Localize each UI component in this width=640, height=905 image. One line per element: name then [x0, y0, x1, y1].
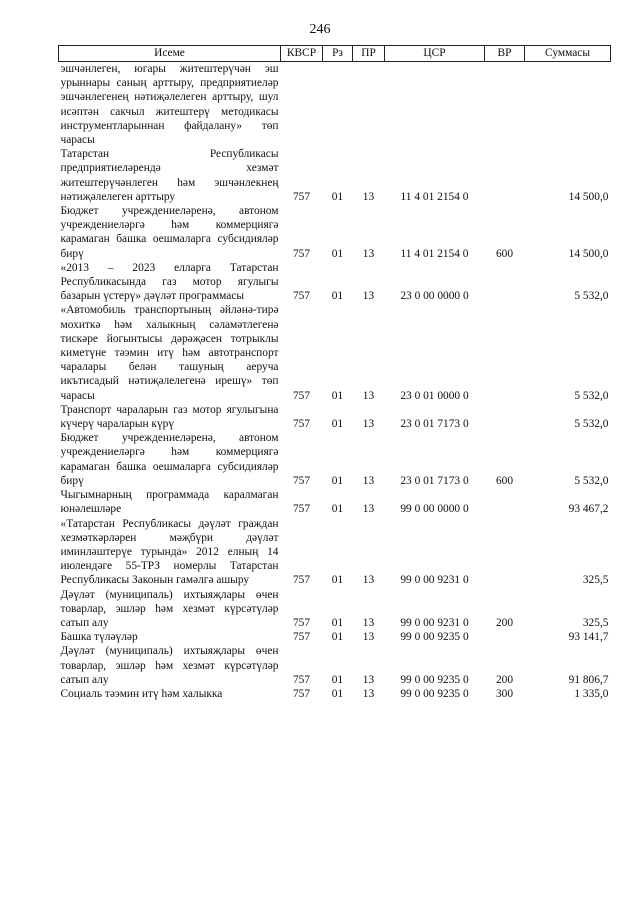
cell-rz: 01 — [331, 673, 344, 686]
cell-csr: 23 0 01 7173 0 — [400, 474, 469, 487]
table-row — [59, 147, 611, 204]
cell-csr: 11 4 01 2154 0 — [400, 190, 469, 203]
cell-sum: 91 806,7 — [568, 673, 609, 686]
cell-kvsr: 757 — [292, 687, 311, 700]
page-number: 246 — [309, 22, 331, 37]
cell-pr — [353, 62, 385, 148]
column-header-csr: ЦСР — [385, 46, 485, 62]
cell-name: «Автомобиль транспортының әйләнә-тирә мохиткә һәм халыкның сәламәтлегенә тискәре йогынтысы дәрәҗәсен тотрыклы киметүне тәэмин итү һәм автотранспорт чаралары белән ташуның аеруча икътисадый нәтиҗәлелегенә ирешү» төп чарасы — [60, 304, 279, 402]
cell-kvsr: 757 — [292, 290, 311, 303]
cell-rz: 01 — [331, 418, 344, 431]
cell-csr: 99 0 00 9231 0 — [400, 574, 469, 587]
table-row — [59, 204, 611, 261]
cell-sum: 5 532,0 — [574, 389, 609, 402]
table-row — [59, 630, 611, 644]
budget-table — [58, 45, 611, 701]
cell-vr — [485, 261, 525, 304]
cell-sum: 5 532,0 — [574, 474, 609, 487]
cell-rz: 01 — [331, 474, 344, 487]
cell-vr: 200 — [495, 673, 514, 686]
cell-kvsr: 757 — [292, 389, 311, 402]
cell-kvsr — [281, 62, 323, 148]
cell-rz: 01 — [331, 574, 344, 587]
cell-vr: 200 — [495, 616, 514, 629]
cell-name: Транспорт чараларын газ мотор ягулыгына күчерү чараларын күрү — [60, 403, 279, 431]
table-row — [59, 431, 611, 488]
cell-name: эшчәнлеген, югары житештерүчән эш урыннары саның арттыру, предприятиеләр эшчәнлегенең нәтиҗәлелеген арттыру, шул исәптән сакчыл житештерү методикасы инструментларыннан файдалану» төп чарасы — [60, 63, 279, 147]
cell-rz: 01 — [331, 247, 344, 260]
cell-name: Дәүләт (муниципаль) ихтыяҗлары өчен товарлар, эшләр һәм хезмәт күрсәтүләр сатып алу — [60, 588, 279, 629]
cell-kvsr: 757 — [292, 190, 311, 203]
cell-csr: 99 0 00 9235 0 — [400, 631, 469, 644]
cell-kvsr: 757 — [292, 474, 311, 487]
cell-pr: 13 — [362, 190, 375, 203]
cell-csr: 99 0 00 9235 0 — [400, 687, 469, 700]
cell-vr — [485, 62, 525, 148]
table-row — [59, 687, 611, 701]
column-header-pr: ПР — [353, 46, 385, 62]
cell-sum: 325,5 — [582, 574, 609, 587]
cell-sum: 14 500,0 — [568, 247, 609, 260]
cell-sum: 5 532,0 — [574, 290, 609, 303]
table-row — [59, 403, 611, 431]
cell-rz: 01 — [331, 503, 344, 516]
cell-kvsr: 757 — [292, 616, 311, 629]
cell-sum: 93 467,2 — [568, 503, 609, 516]
cell-csr: 99 0 00 0000 0 — [400, 503, 469, 516]
cell-vr: 600 — [495, 474, 514, 487]
cell-kvsr: 757 — [292, 247, 311, 260]
cell-name: Дәүләт (муниципаль) ихтыяҗлары өчен товарлар, эшләр һәм хезмәт күрсәтүләр сатып алу — [60, 645, 279, 686]
table-row — [59, 488, 611, 516]
cell-pr: 13 — [362, 389, 375, 402]
column-header-kvsr: КВСР — [281, 46, 323, 62]
cell-pr: 13 — [362, 474, 375, 487]
cell-rz: 01 — [331, 687, 344, 700]
cell-vr — [485, 488, 525, 516]
cell-sum: 93 141,7 — [568, 631, 609, 644]
cell-vr — [485, 303, 525, 402]
cell-sum: 1 335,0 — [574, 687, 609, 700]
cell-pr: 13 — [362, 673, 375, 686]
cell-name: «2013 – 2023 елларга Татарстан Республикасында газ мотор ягулыгы базарын үстерү» дәүләт программасы — [60, 261, 279, 303]
cell-kvsr: 757 — [292, 673, 311, 686]
cell-name: Бюджет учреждениеләренә, автоном учреждениеләргә һәм коммерциягә карамаган башка оешмаларга субсидияләр бирү — [60, 432, 279, 487]
cell-csr: 23 0 01 7173 0 — [400, 418, 469, 431]
column-header-vr: ВР — [485, 46, 525, 62]
cell-pr: 13 — [362, 247, 375, 260]
cell-rz: 01 — [331, 190, 344, 203]
cell-csr: 99 0 00 9231 0 — [400, 616, 469, 629]
table-row — [59, 588, 611, 631]
cell-pr: 13 — [362, 574, 375, 587]
table-row — [59, 517, 611, 588]
cell-vr — [485, 147, 525, 204]
cell-vr — [485, 517, 525, 588]
cell-sum: 14 500,0 — [568, 190, 609, 203]
cell-pr: 13 — [362, 687, 375, 700]
table-row — [59, 261, 611, 304]
cell-pr: 13 — [362, 418, 375, 431]
cell-name: Чыгымнарның программада каралмаган юнәлешләре — [60, 489, 279, 516]
cell-pr: 13 — [362, 290, 375, 303]
cell-sum: 5 532,0 — [574, 418, 609, 431]
column-header-sum: Суммасы — [525, 46, 611, 62]
cell-vr — [485, 630, 525, 644]
cell-pr: 13 — [362, 503, 375, 516]
cell-kvsr: 757 — [292, 631, 311, 644]
cell-rz: 01 — [331, 616, 344, 629]
table-row — [59, 303, 611, 402]
column-header-name: Исеме — [59, 46, 281, 62]
cell-rz — [323, 62, 353, 148]
table-row — [59, 62, 611, 148]
cell-rz: 01 — [331, 631, 344, 644]
table-row — [59, 644, 611, 687]
cell-pr: 13 — [362, 616, 375, 629]
cell-csr: 11 4 01 2154 0 — [400, 247, 469, 260]
cell-kvsr: 757 — [292, 418, 311, 431]
cell-sum — [525, 62, 611, 148]
cell-csr: 23 0 00 0000 0 — [400, 290, 469, 303]
cell-vr: 600 — [495, 247, 514, 260]
cell-name: Социаль тәэмин итү һәм халыкка — [60, 687, 223, 700]
cell-name: «Татарстан Республикасы дәүләт граждан хезмәткәрләрен мәҗбүри дәүләт иминләштерүе турында» 2012 елның 14 июлендәге 55-ТРЗ номерлы Татарстан Республикасы Законын гамәлгә ашыру — [60, 517, 279, 587]
cell-name: Татарстан Республикасы предприятиеләрендә хезмәт житештерүчәнлеген һәм эшчәнлекнең нәтиҗәлелеген арттыру — [60, 148, 279, 203]
cell-kvsr: 757 — [292, 503, 311, 516]
cell-kvsr: 757 — [292, 574, 311, 587]
cell-name: Башка түләүләр — [60, 631, 138, 644]
table-header-row — [59, 46, 611, 62]
cell-name: Бюджет учреждениеләренә, автоном учреждениеләргә һәм коммерциягә карамаган башка оешмаларга субсидияләр бирү — [60, 205, 279, 260]
table-body — [59, 62, 611, 702]
cell-csr: 99 0 00 9235 0 — [400, 673, 469, 686]
cell-sum: 325,5 — [582, 616, 609, 629]
cell-vr — [485, 403, 525, 431]
cell-csr: 23 0 01 0000 0 — [400, 389, 469, 402]
cell-pr: 13 — [362, 631, 375, 644]
cell-csr — [385, 62, 485, 148]
cell-vr: 300 — [495, 687, 514, 700]
cell-rz: 01 — [331, 389, 344, 402]
cell-rz: 01 — [331, 290, 344, 303]
column-header-rz: Рз — [323, 46, 353, 62]
